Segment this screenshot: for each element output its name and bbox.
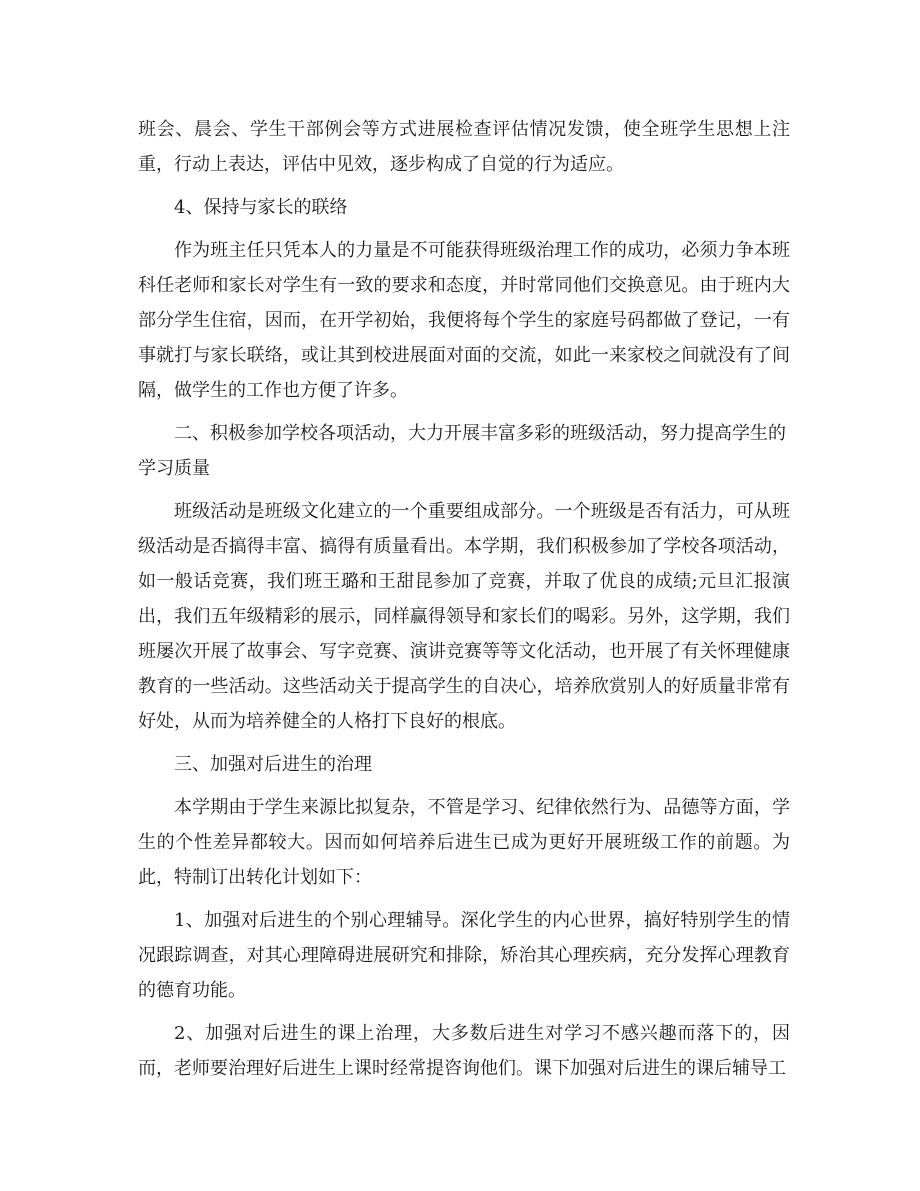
document-body	[138, 112, 790, 1094]
section-heading-school-activities: 二、积极参加学校各项活动，大力开展丰富多彩的班级活动，努力提高学生的学习质量	[138, 423, 786, 479]
paragraph-classroom-management: 2、加强对后进生的课上治理，大多数后进生对学习不感兴趣而落下的，因而，老师要治理好后进生上课时经常提咨询他们。课下加强对后进生的课后辅导工	[138, 1023, 790, 1079]
paragraph-continuation: 班会、晨会、学生干部例会等方式进展检查评估情况发馈，使全班学生思想上注重，行动上表达，评估中见效，逐步构成了自觉的行为适应。	[138, 119, 790, 175]
paragraph-class-activities: 班级活动是班级文化建立的一个重要组成部分。一个班级是否有活力，可从班级活动是否搞得丰富、搞得有质量看出。本学期，我们积极参加了学校各项活动，如一般话竞赛，我们班王璐和王甜昆参加了竞赛，并取了优良的成绩;元旦汇报演出，我们五年级精彩的展示，同样赢得领导和家长们的喝彩。另外，这学期，我们班屡次开展了故事会、写字竞赛、演讲竞赛等等文化活动，也开展了有关怀理健康教育的一些活动。这些活动关于提高学生的自决心，培养欣赏别人的好质量非常有好处，从而为培养健全的人格打下良好的根底。	[138, 501, 790, 732]
section-heading-struggling-students: 三、加强对后进生的治理	[174, 754, 372, 775]
paragraph-psychological-counseling: 1、加强对后进生的个别心理辅导。深化学生的内心世界，搞好特别学生的情况跟踪调查，对其心理障碍进展研究和排除，矫治其心理疾病，充分发挥心理教育的德育功能。	[138, 910, 790, 1001]
paragraph-student-differences: 本学期由于学生来源比拟复杂，不管是学习、纪律依然行为、品德等方面，学生的个性差异都较大。因而如何培养后进生已成为更好开展班级工作的前题。为此，特制订出转化计划如下：	[138, 797, 790, 888]
paragraph-parent-contact: 作为班主任只凭本人的力量是不可能获得班级治理工作的成功，必须力争本班科任老师和家长对学生有一致的要求和态度，并时常同他们交换意见。由于班内大部分学生住宿，因而，在开学初始，我便将每个学生的家庭号码都做了登记，一有事就打与家长联络，或让其到校进展面对面的交流，如此一来家校之间就没有了间隔，做学生的工作也方便了许多。	[138, 240, 790, 401]
section-heading-parent-contact: 4、保持与家长的联络	[174, 197, 348, 218]
